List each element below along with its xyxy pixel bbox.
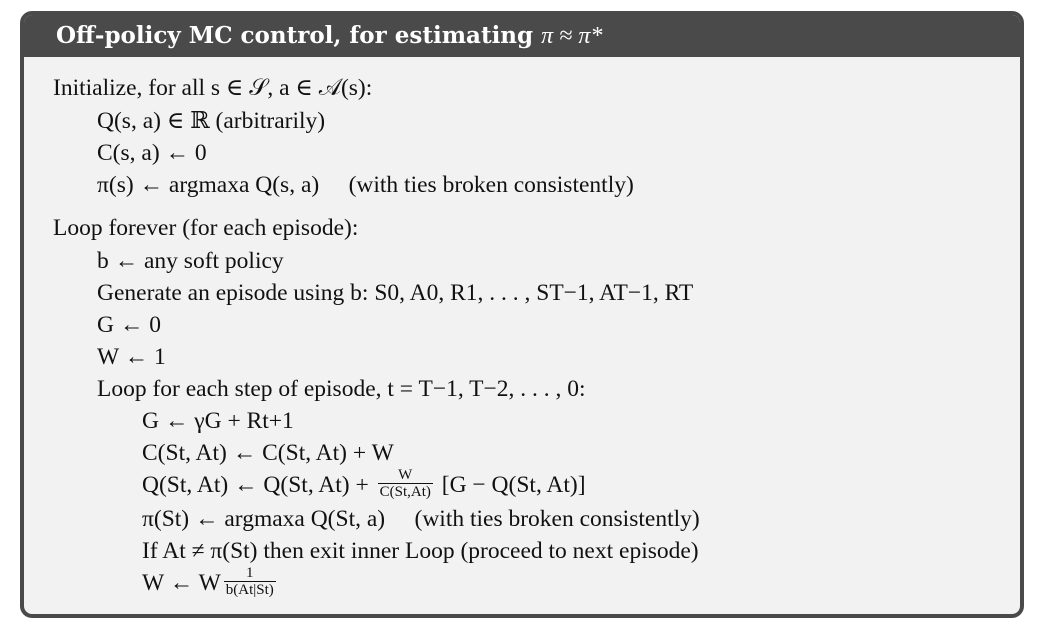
line-w-init: W ← 1	[97, 344, 166, 370]
algorithm-title-text: Off-policy MC control, for estimating	[56, 22, 534, 49]
line-exit-condition: If At ≠ π(St) then exit inner Loop (proceed to next episode)	[142, 538, 699, 564]
line-pi-init: π(s) ← argmaxa Q(s, a) (with ties broken consistently)	[97, 172, 634, 198]
q-update-fraction-numerator: W	[378, 468, 433, 484]
line-pi-update: π(St) ← argmaxa Q(St, a) (with ties broken consistently)	[142, 506, 700, 532]
line-soft-policy: b ← any soft policy	[97, 248, 284, 274]
w-update-fraction-denominator: b(At|St)	[225, 581, 274, 598]
q-update-suffix: [G − Q(St, At)]	[435, 472, 586, 498]
q-update-fraction	[378, 468, 433, 500]
line-q-update	[142, 466, 586, 503]
line-generate-episode: Generate an episode using b: S0, A0, R1, . . . , ST−1, AT−1, RT	[97, 280, 694, 306]
w-update-fraction-numerator: 1	[224, 566, 276, 582]
line-c-init: C(s, a) ← 0	[97, 140, 207, 166]
w-update-fraction	[224, 566, 276, 598]
algorithm-title	[56, 21, 602, 51]
line-loop-forever: Loop forever (for each episode):	[53, 215, 359, 241]
w-update-prefix: W ← W	[142, 570, 221, 596]
line-g-update: G ← γG + Rt+1	[142, 408, 294, 434]
q-update-prefix: Q(St, At) ← Q(St, At) +	[142, 472, 375, 498]
algorithm-title-math: π ≈ π*	[541, 23, 603, 49]
algorithm-box	[20, 11, 1024, 618]
line-loop-steps: Loop for each step of episode, t = T−1, T−2, . . . , 0:	[97, 376, 586, 402]
line-g-init: G ← 0	[97, 312, 161, 338]
line-c-update: C(St, At) ← C(St, At) + W	[142, 440, 394, 466]
line-w-update	[142, 564, 279, 601]
line-initialize: Initialize, for all s ∈ 𝒮, a ∈ 𝒜(s):	[53, 75, 373, 101]
q-update-fraction-denominator: C(St,At)	[379, 483, 431, 500]
line-q-init: Q(s, a) ∈ ℝ (arbitrarily)	[97, 108, 326, 134]
algorithm-header	[24, 15, 1020, 57]
